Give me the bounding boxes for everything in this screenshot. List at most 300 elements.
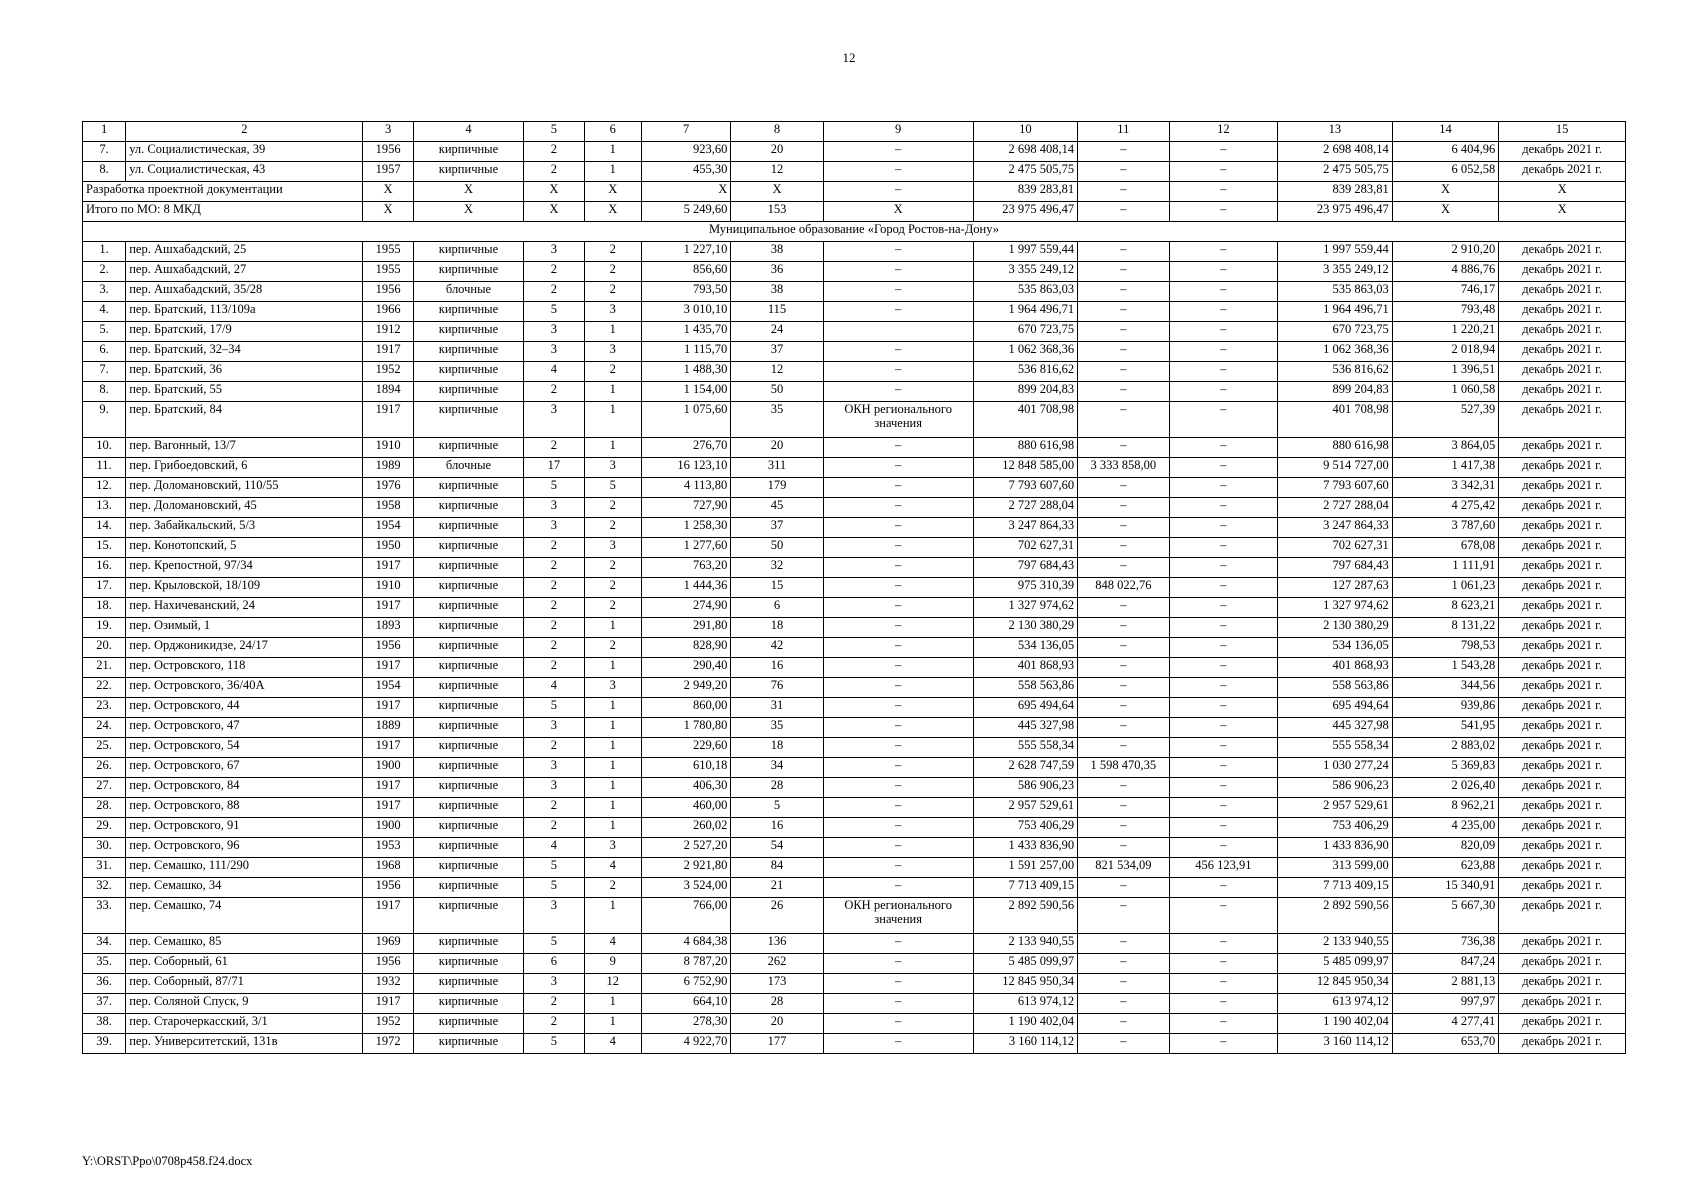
wall-material-cell: кирпичные — [413, 302, 524, 322]
year-built-cell: 1954 — [363, 518, 413, 538]
region-cost-cell: 1 433 836,90 — [1278, 838, 1393, 858]
total-cost-cell: 534 136,05 — [973, 638, 1078, 658]
year-built-cell: 1957 — [363, 162, 413, 182]
row-number-cell: 3. — [83, 282, 126, 302]
floors-cell: 4 — [524, 838, 584, 858]
region-cost-cell: 1 964 496,71 — [1278, 302, 1393, 322]
row-number-cell: 10. — [83, 438, 126, 458]
address-cell: пер. Братский, 32–34 — [126, 342, 363, 362]
completion-date-cell: декабрь 2021 г. — [1499, 858, 1626, 878]
total-cost-cell: 401 708,98 — [973, 402, 1078, 438]
residents-cell: 32 — [731, 558, 823, 578]
cost-per-sqm-cell: 3 787,60 — [1392, 518, 1499, 538]
entrances-cell: 1 — [584, 438, 641, 458]
cost-per-sqm-cell: 4 235,00 — [1392, 818, 1499, 838]
year-built-cell: 1955 — [363, 262, 413, 282]
region-cost-cell: 2 133 940,55 — [1278, 934, 1393, 954]
fund-cost-cell: – — [1078, 618, 1169, 638]
cost-per-sqm-cell: 793,48 — [1392, 302, 1499, 322]
residents-cell: 35 — [731, 402, 823, 438]
floors-cell: 2 — [524, 262, 584, 282]
region-cost-cell: 558 563,86 — [1278, 678, 1393, 698]
header-cell: 14 — [1392, 122, 1499, 142]
floors-cell: 2 — [524, 558, 584, 578]
row-number-cell: 14. — [83, 518, 126, 538]
row-number-cell: 7. — [83, 362, 126, 382]
other-cost-cell: – — [1169, 498, 1278, 518]
fund-cost-cell: – — [1078, 878, 1169, 898]
total-cost-cell: 1 964 496,71 — [973, 302, 1078, 322]
area-cell: 274,90 — [641, 598, 730, 618]
residents-cell: 50 — [731, 538, 823, 558]
heritage-status-cell: – — [823, 382, 973, 402]
wall-material-cell: блочные — [413, 282, 524, 302]
row-number-cell: 4. — [83, 302, 126, 322]
area-cell: 727,90 — [641, 498, 730, 518]
fund-cost-cell: – — [1078, 342, 1169, 362]
address-cell: пер. Забайкальский, 5/3 — [126, 518, 363, 538]
total-cost-cell: 7 713 409,15 — [973, 878, 1078, 898]
entrances-cell: 3 — [584, 838, 641, 858]
other-cost-cell: – — [1169, 518, 1278, 538]
floors-cell: 2 — [524, 738, 584, 758]
completion-date-cell: декабрь 2021 г. — [1499, 698, 1626, 718]
year-built-cell: 1952 — [363, 1014, 413, 1034]
address-cell: пер. Братский, 36 — [126, 362, 363, 382]
residents-cell: 311 — [731, 458, 823, 478]
area-cell: 1 444,36 — [641, 578, 730, 598]
table-row — [83, 302, 1626, 322]
total-cost-cell: 1 997 559,44 — [973, 242, 1078, 262]
summary-cell: 153 — [731, 202, 823, 222]
other-cost-cell: – — [1169, 738, 1278, 758]
fund-cost-cell: – — [1078, 498, 1169, 518]
completion-date-cell: декабрь 2021 г. — [1499, 518, 1626, 538]
floors-cell: 2 — [524, 282, 584, 302]
region-cost-cell: 899 204,83 — [1278, 382, 1393, 402]
residents-cell: 28 — [731, 778, 823, 798]
summary-cell: – — [1169, 182, 1278, 202]
project-documentation-row — [83, 182, 1626, 202]
table-row — [83, 162, 1626, 182]
floors-cell: 5 — [524, 302, 584, 322]
row-number-cell: 12. — [83, 478, 126, 498]
entrances-cell: 2 — [584, 578, 641, 598]
address-cell: пер. Соборный, 87/71 — [126, 974, 363, 994]
cost-per-sqm-cell: 6 404,96 — [1392, 142, 1499, 162]
floors-cell: 4 — [524, 362, 584, 382]
cost-per-sqm-cell: 653,70 — [1392, 1034, 1499, 1054]
area-cell: 290,40 — [641, 658, 730, 678]
summary-cell: X — [1392, 202, 1499, 222]
residents-cell: 35 — [731, 718, 823, 738]
cost-per-sqm-cell: 541,95 — [1392, 718, 1499, 738]
area-cell: 6 752,90 — [641, 974, 730, 994]
cost-per-sqm-cell: 1 396,51 — [1392, 362, 1499, 382]
header-cell: 1 — [83, 122, 126, 142]
year-built-cell: 1956 — [363, 954, 413, 974]
residents-cell: 26 — [731, 898, 823, 934]
area-cell: 4 922,70 — [641, 1034, 730, 1054]
wall-material-cell: кирпичные — [413, 994, 524, 1014]
summary-cell: X — [731, 182, 823, 202]
residents-cell: 179 — [731, 478, 823, 498]
fund-cost-cell: – — [1078, 954, 1169, 974]
area-cell: 793,50 — [641, 282, 730, 302]
entrances-cell: 4 — [584, 934, 641, 954]
row-number-cell: 13. — [83, 498, 126, 518]
residents-cell: 20 — [731, 142, 823, 162]
address-cell: пер. Островского, 96 — [126, 838, 363, 858]
area-cell: 1 115,70 — [641, 342, 730, 362]
wall-material-cell: кирпичные — [413, 262, 524, 282]
region-cost-cell: 613 974,12 — [1278, 994, 1393, 1014]
residents-cell: 262 — [731, 954, 823, 974]
heritage-status-cell: – — [823, 658, 973, 678]
area-cell: 16 123,10 — [641, 458, 730, 478]
fund-cost-cell: – — [1078, 678, 1169, 698]
heritage-status-cell: – — [823, 362, 973, 382]
fund-cost-cell: – — [1078, 994, 1169, 1014]
fund-cost-cell: 1 598 470,35 — [1078, 758, 1169, 778]
cost-per-sqm-cell: 1 111,91 — [1392, 558, 1499, 578]
address-cell: пер. Озимый, 1 — [126, 618, 363, 638]
total-cost-cell: 753 406,29 — [973, 818, 1078, 838]
address-cell: пер. Ашхабадский, 35/28 — [126, 282, 363, 302]
completion-date-cell: декабрь 2021 г. — [1499, 262, 1626, 282]
row-number-cell: 33. — [83, 898, 126, 934]
entrances-cell: 2 — [584, 558, 641, 578]
address-cell: пер. Нахичеванский, 24 — [126, 598, 363, 618]
residents-cell: 16 — [731, 658, 823, 678]
row-number-cell: 2. — [83, 262, 126, 282]
floors-cell: 2 — [524, 658, 584, 678]
wall-material-cell: блочные — [413, 458, 524, 478]
other-cost-cell: – — [1169, 162, 1278, 182]
address-cell: пер. Островского, 47 — [126, 718, 363, 738]
completion-date-cell: декабрь 2021 г. — [1499, 362, 1626, 382]
area-cell: 260,02 — [641, 818, 730, 838]
other-cost-cell: – — [1169, 678, 1278, 698]
region-cost-cell: 127 287,63 — [1278, 578, 1393, 598]
entrances-cell: 1 — [584, 738, 641, 758]
cost-per-sqm-cell: 847,24 — [1392, 954, 1499, 974]
year-built-cell: 1976 — [363, 478, 413, 498]
fund-cost-cell: – — [1078, 718, 1169, 738]
summary-cell: – — [1078, 182, 1169, 202]
year-built-cell: 1932 — [363, 974, 413, 994]
fund-cost-cell: – — [1078, 838, 1169, 858]
completion-date-cell: декабрь 2021 г. — [1499, 898, 1626, 934]
fund-cost-cell: – — [1078, 1034, 1169, 1054]
year-built-cell: 1966 — [363, 302, 413, 322]
floors-cell: 2 — [524, 382, 584, 402]
cost-per-sqm-cell: 997,97 — [1392, 994, 1499, 1014]
other-cost-cell: – — [1169, 934, 1278, 954]
row-number-cell: 11. — [83, 458, 126, 478]
table-row — [83, 898, 1626, 934]
row-number-cell: 31. — [83, 858, 126, 878]
year-built-cell: 1917 — [363, 994, 413, 1014]
heritage-status-cell: – — [823, 738, 973, 758]
residents-cell: 20 — [731, 438, 823, 458]
wall-material-cell: кирпичные — [413, 518, 524, 538]
region-cost-cell: 535 863,03 — [1278, 282, 1393, 302]
row-number-cell: 35. — [83, 954, 126, 974]
total-cost-cell: 797 684,43 — [973, 558, 1078, 578]
row-number-cell: 5. — [83, 322, 126, 342]
wall-material-cell: кирпичные — [413, 382, 524, 402]
entrances-cell: 3 — [584, 678, 641, 698]
fund-cost-cell: – — [1078, 1014, 1169, 1034]
area-cell: 766,00 — [641, 898, 730, 934]
year-built-cell: 1917 — [363, 798, 413, 818]
other-cost-cell: – — [1169, 302, 1278, 322]
region-cost-cell: 401 868,93 — [1278, 658, 1393, 678]
region-cost-cell: 3 247 864,33 — [1278, 518, 1393, 538]
completion-date-cell: декабрь 2021 г. — [1499, 402, 1626, 438]
residents-cell: 21 — [731, 878, 823, 898]
floors-cell: 2 — [524, 142, 584, 162]
address-cell: пер. Семашко, 34 — [126, 878, 363, 898]
completion-date-cell: декабрь 2021 г. — [1499, 934, 1626, 954]
wall-material-cell: кирпичные — [413, 878, 524, 898]
wall-material-cell: кирпичные — [413, 738, 524, 758]
header-cell: 8 — [731, 122, 823, 142]
floors-cell: 2 — [524, 818, 584, 838]
residents-cell: 173 — [731, 974, 823, 994]
floors-cell: 3 — [524, 518, 584, 538]
heritage-status-cell: – — [823, 558, 973, 578]
completion-date-cell: декабрь 2021 г. — [1499, 478, 1626, 498]
completion-date-cell: декабрь 2021 г. — [1499, 638, 1626, 658]
wall-material-cell: кирпичные — [413, 618, 524, 638]
table-row — [83, 878, 1626, 898]
address-cell: пер. Грибоедовский, 6 — [126, 458, 363, 478]
fund-cost-cell: – — [1078, 242, 1169, 262]
other-cost-cell: – — [1169, 538, 1278, 558]
completion-date-cell: декабрь 2021 г. — [1499, 438, 1626, 458]
row-number-cell: 26. — [83, 758, 126, 778]
total-cost-cell: 555 558,34 — [973, 738, 1078, 758]
region-cost-cell: 753 406,29 — [1278, 818, 1393, 838]
heritage-status-cell — [823, 322, 973, 342]
other-cost-cell: – — [1169, 438, 1278, 458]
address-cell: пер. Конотопский, 5 — [126, 538, 363, 558]
cost-per-sqm-cell: 8 962,21 — [1392, 798, 1499, 818]
row-number-cell: 15. — [83, 538, 126, 558]
floors-cell: 2 — [524, 598, 584, 618]
wall-material-cell: кирпичные — [413, 1014, 524, 1034]
completion-date-cell: декабрь 2021 г. — [1499, 302, 1626, 322]
entrances-cell: 1 — [584, 142, 641, 162]
address-cell: пер. Семашко, 111/290 — [126, 858, 363, 878]
table-row — [83, 778, 1626, 798]
other-cost-cell: – — [1169, 262, 1278, 282]
header-cell: 4 — [413, 122, 524, 142]
other-cost-cell: – — [1169, 322, 1278, 342]
wall-material-cell: кирпичные — [413, 242, 524, 262]
header-cell: 12 — [1169, 122, 1278, 142]
heritage-status-cell: – — [823, 518, 973, 538]
completion-date-cell: декабрь 2021 г. — [1499, 878, 1626, 898]
fund-cost-cell: – — [1078, 302, 1169, 322]
other-cost-cell: – — [1169, 578, 1278, 598]
entrances-cell: 2 — [584, 282, 641, 302]
floors-cell: 3 — [524, 778, 584, 798]
region-cost-cell: 3 355 249,12 — [1278, 262, 1393, 282]
completion-date-cell: декабрь 2021 г. — [1499, 142, 1626, 162]
footer-file-path: Y:\ORST\Ppo\0708p458.f24.docx — [82, 1154, 253, 1168]
total-cost-cell: 1 062 368,36 — [973, 342, 1078, 362]
total-cost-cell: 975 310,39 — [973, 578, 1078, 598]
area-cell: 1 435,70 — [641, 322, 730, 342]
wall-material-cell: кирпичные — [413, 954, 524, 974]
year-built-cell: 1956 — [363, 142, 413, 162]
fund-cost-cell: – — [1078, 282, 1169, 302]
heritage-status-cell: – — [823, 778, 973, 798]
entrances-cell: 2 — [584, 242, 641, 262]
fund-cost-cell: – — [1078, 262, 1169, 282]
year-built-cell: 1900 — [363, 758, 413, 778]
fund-cost-cell: – — [1078, 382, 1169, 402]
wall-material-cell: кирпичные — [413, 818, 524, 838]
region-cost-cell: 7 793 607,60 — [1278, 478, 1393, 498]
table-row — [83, 438, 1626, 458]
entrances-cell: 4 — [584, 1034, 641, 1054]
table-row — [83, 458, 1626, 478]
table-row — [83, 758, 1626, 778]
year-built-cell: 1917 — [363, 558, 413, 578]
region-cost-cell: 2 892 590,56 — [1278, 898, 1393, 934]
residents-cell: 28 — [731, 994, 823, 1014]
entrances-cell: 1 — [584, 718, 641, 738]
residents-cell: 42 — [731, 638, 823, 658]
cost-per-sqm-cell: 3 864,05 — [1392, 438, 1499, 458]
region-cost-cell: 534 136,05 — [1278, 638, 1393, 658]
year-built-cell: 1972 — [363, 1034, 413, 1054]
header-cell: 9 — [823, 122, 973, 142]
completion-date-cell: декабрь 2021 г. — [1499, 954, 1626, 974]
fund-cost-cell: – — [1078, 478, 1169, 498]
region-cost-cell: 702 627,31 — [1278, 538, 1393, 558]
row-number-cell: 27. — [83, 778, 126, 798]
other-cost-cell: – — [1169, 658, 1278, 678]
address-cell: пер. Братский, 113/109а — [126, 302, 363, 322]
other-cost-cell: – — [1169, 342, 1278, 362]
cost-per-sqm-cell: 2 018,94 — [1392, 342, 1499, 362]
heritage-status-cell: – — [823, 1014, 973, 1034]
heritage-status-cell: ОКН регионального значения — [823, 898, 973, 934]
year-built-cell: 1917 — [363, 738, 413, 758]
summary-cell: 5 249,60 — [641, 202, 730, 222]
address-cell: ул. Социалистическая, 43 — [126, 162, 363, 182]
area-cell: 856,60 — [641, 262, 730, 282]
summary-cell: X — [584, 202, 641, 222]
other-cost-cell: – — [1169, 718, 1278, 738]
floors-cell: 2 — [524, 618, 584, 638]
fund-cost-cell: – — [1078, 322, 1169, 342]
floors-cell: 3 — [524, 718, 584, 738]
cost-per-sqm-cell: 2 883,02 — [1392, 738, 1499, 758]
table-row — [83, 402, 1626, 438]
wall-material-cell: кирпичные — [413, 758, 524, 778]
total-cost-cell: 1 433 836,90 — [973, 838, 1078, 858]
cost-per-sqm-cell: 4 277,41 — [1392, 1014, 1499, 1034]
summary-cell: X — [823, 202, 973, 222]
address-cell: пер. Островского, 44 — [126, 698, 363, 718]
wall-material-cell: кирпичные — [413, 362, 524, 382]
table-row — [83, 974, 1626, 994]
wall-material-cell: кирпичные — [413, 322, 524, 342]
wall-material-cell: кирпичные — [413, 798, 524, 818]
residents-cell: 6 — [731, 598, 823, 618]
floors-cell: 6 — [524, 954, 584, 974]
wall-material-cell: кирпичные — [413, 698, 524, 718]
residents-cell: 37 — [731, 342, 823, 362]
table-row — [83, 142, 1626, 162]
total-cost-cell: 2 133 940,55 — [973, 934, 1078, 954]
area-cell: 2 921,80 — [641, 858, 730, 878]
row-number-cell: 25. — [83, 738, 126, 758]
wall-material-cell: кирпичные — [413, 974, 524, 994]
floors-cell: 5 — [524, 934, 584, 954]
total-cost-cell: 12 848 585,00 — [973, 458, 1078, 478]
cost-per-sqm-cell: 2 881,13 — [1392, 974, 1499, 994]
other-cost-cell: – — [1169, 598, 1278, 618]
wall-material-cell: кирпичные — [413, 638, 524, 658]
summary-label: Итого по МО: 8 МКД — [83, 202, 363, 222]
floors-cell: 5 — [524, 1034, 584, 1054]
header-cell: 11 — [1078, 122, 1169, 142]
region-cost-cell: 313 599,00 — [1278, 858, 1393, 878]
summary-cell: X — [1499, 182, 1626, 202]
area-cell: 460,00 — [641, 798, 730, 818]
wall-material-cell: кирпичные — [413, 478, 524, 498]
residents-cell: 15 — [731, 578, 823, 598]
cost-per-sqm-cell: 746,17 — [1392, 282, 1499, 302]
area-cell: 1 277,60 — [641, 538, 730, 558]
region-cost-cell: 2 727 288,04 — [1278, 498, 1393, 518]
entrances-cell: 1 — [584, 778, 641, 798]
table-row — [83, 282, 1626, 302]
address-cell: пер. Соборный, 61 — [126, 954, 363, 974]
total-cost-cell: 613 974,12 — [973, 994, 1078, 1014]
fund-cost-cell: – — [1078, 934, 1169, 954]
row-number-cell: 36. — [83, 974, 126, 994]
floors-cell: 3 — [524, 974, 584, 994]
total-cost-cell: 12 845 950,34 — [973, 974, 1078, 994]
table-row — [83, 362, 1626, 382]
residents-cell: 84 — [731, 858, 823, 878]
entrances-cell: 2 — [584, 518, 641, 538]
floors-cell: 4 — [524, 678, 584, 698]
residents-cell: 12 — [731, 362, 823, 382]
address-cell: пер. Островского, 54 — [126, 738, 363, 758]
entrances-cell: 1 — [584, 758, 641, 778]
region-cost-cell: 2 698 408,14 — [1278, 142, 1393, 162]
region-cost-cell: 2 130 380,29 — [1278, 618, 1393, 638]
row-number-cell: 19. — [83, 618, 126, 638]
wall-material-cell: кирпичные — [413, 558, 524, 578]
residents-cell: 54 — [731, 838, 823, 858]
completion-date-cell: декабрь 2021 г. — [1499, 578, 1626, 598]
heritage-status-cell: – — [823, 342, 973, 362]
address-cell: пер. Островского, 36/40А — [126, 678, 363, 698]
area-cell: 860,00 — [641, 698, 730, 718]
address-cell: пер. Старочеркасский, 3/1 — [126, 1014, 363, 1034]
address-cell: пер. Островского, 118 — [126, 658, 363, 678]
